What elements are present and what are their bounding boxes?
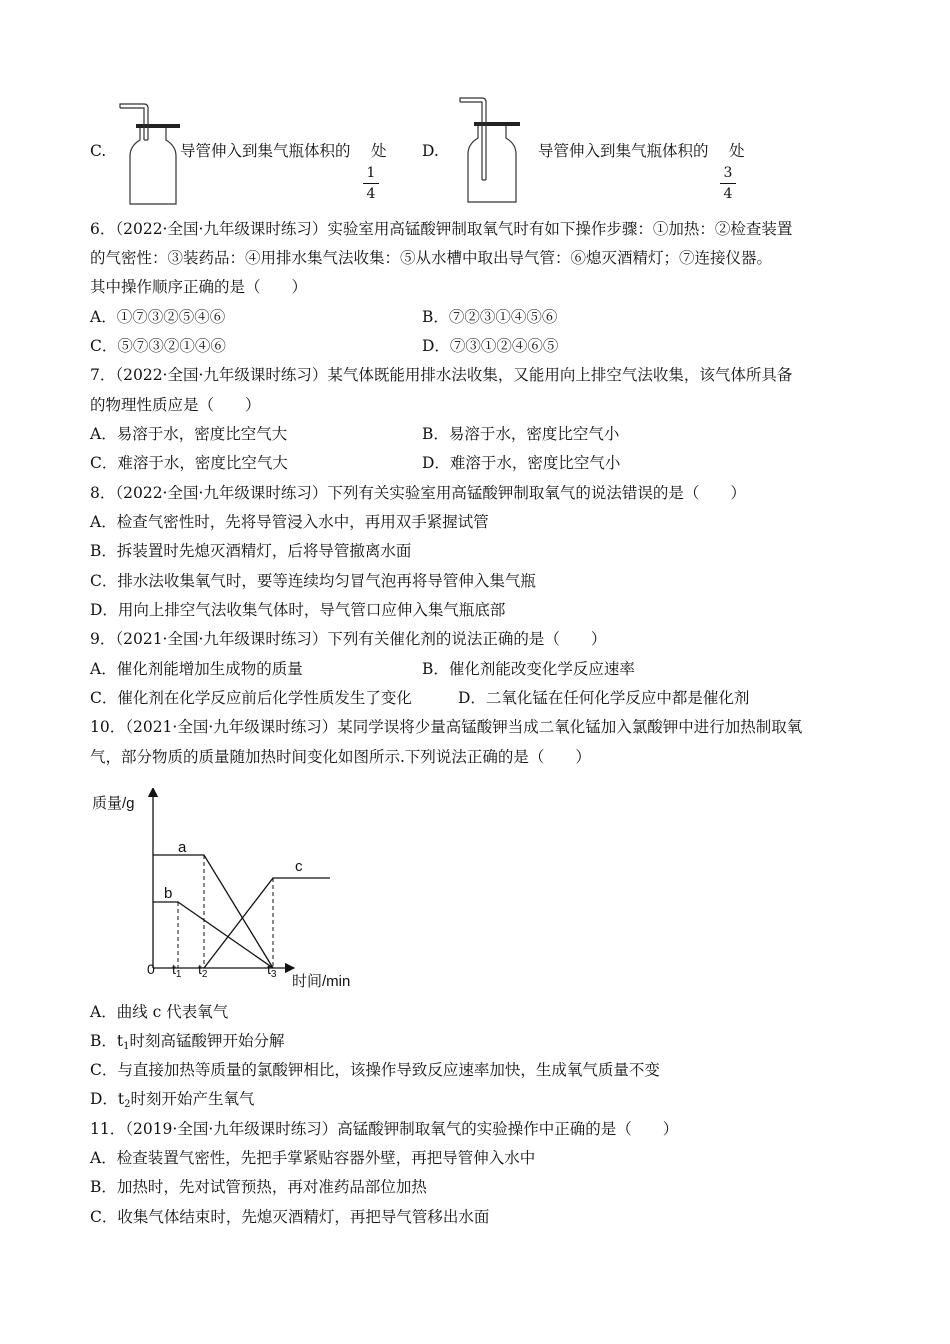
mass-time-chart — [90, 788, 370, 993]
q6-option-a[interactable]: A．①⑦③②⑤④⑥ — [90, 308, 226, 326]
q9-option-c[interactable]: C．催化剂在化学反应前后化学性质发生了变化 — [90, 689, 412, 707]
series-b-line — [153, 902, 273, 968]
series-a-line — [153, 855, 273, 968]
q5-d-label: D. — [422, 142, 439, 160]
q7-option-c[interactable]: C．难溶于水，密度比空气大 — [90, 454, 288, 472]
q8-option-d[interactable]: D．用向上排空气法收集气体时，导气管口应伸入集气瓶底部 — [90, 601, 506, 619]
bottle-c-figure — [118, 100, 184, 208]
x-tick-t3: $t_3$ — [267, 961, 277, 980]
q5-d-text: 导管伸入到集气瓶体积的 处 — [538, 142, 745, 160]
q6-option-c[interactable]: C．⑤⑦③②①④⑥ — [90, 337, 226, 355]
q6-stem-line2: 的气密性：③装药品：④用排水集气法收集：⑤从水槽中取出导气管：⑥熄灭酒精灯；⑦连接仪器。 — [90, 249, 773, 267]
q11-stem: 11．（2019·全国·九年级课时练习）高锰酸钾制取氧气的实验操作中正确的是（ ） — [90, 1120, 679, 1138]
q10-stem-line2: 气，部分物质的质量随加热时间变化如图所示.下列说法正确的是（ ） — [90, 748, 591, 766]
q7-option-d[interactable]: D．难溶于水，密度比空气小 — [422, 454, 621, 472]
origin-label: 0 — [147, 961, 155, 977]
series-c-label: c — [295, 858, 303, 875]
q6-stem-line3: 其中操作顺序正确的是（ ） — [90, 278, 308, 296]
x-tick-t1: $t_1$ — [172, 961, 182, 980]
x-tick-t2: $t_2$ — [198, 961, 208, 980]
series-b-label: b — [164, 885, 173, 902]
q11-option-b[interactable]: B．加热时，先对试管预热，再对准药品部位加热 — [90, 1178, 427, 1196]
bottle-d-figure — [458, 96, 524, 206]
q7-option-b[interactable]: B．易溶于水，密度比空气小 — [422, 425, 620, 443]
q9-option-b[interactable]: B．催化剂能改变化学反应速率 — [422, 660, 635, 678]
q8-option-a[interactable]: A．检查气密性时，先将导管浸入水中，再用双手紧握试管 — [90, 513, 489, 531]
q5-c-text: 导管伸入到集气瓶体积的 处 — [180, 142, 387, 160]
q10-option-c[interactable]: C．与直接加热等质量的氯酸钾相比，该操作导致反应速率加快，生成氧气质量不变 — [90, 1061, 660, 1079]
q5-c-fraction: 1 4 — [360, 165, 382, 202]
q10-stem-line1: 10．（2021·全国·九年级课时练习）某同学误将少量高锰酸钾当成二氧化锰加入氯酸钾中进行加热制取氧 — [90, 718, 803, 736]
series-c-line — [204, 878, 330, 968]
x-axis-label: 时间/min — [292, 973, 351, 990]
q11-option-a[interactable]: A．检查装置气密性，先把手掌紧贴容器外壁，再把导管伸入水中 — [90, 1149, 536, 1167]
q11-option-c[interactable]: C．收集气体结束时，先熄灭酒精灯，再把导气管移出水面 — [90, 1208, 490, 1226]
q5-d-fraction: 3 4 — [717, 165, 739, 202]
q9-option-a[interactable]: A．催化剂能增加生成物的质量 — [90, 660, 303, 678]
q8-option-b[interactable]: B．拆装置时先熄灭酒精灯，后将导管撤离水面 — [90, 542, 412, 560]
q6-stem-line1: 6．（2022·全国·九年级课时练习）实验室用高锰酸钾制取氧气时有如下操作步骤：①加热：②检查装置 — [90, 220, 793, 238]
q10-option-a[interactable]: A．曲线 c 代表氧气 — [90, 1003, 229, 1021]
q5-c-label: C. — [90, 142, 107, 160]
q6-option-b[interactable]: B．⑦②③①④⑤⑥ — [422, 308, 558, 326]
y-axis-label: 质量/g — [92, 795, 135, 812]
q10-option-b[interactable]: B．$t_1$时刻高锰酸钾开始分解 — [90, 1032, 285, 1052]
q8-option-c[interactable]: C．排水法收集氧气时，要等连续均匀冒气泡再将导管伸入集气瓶 — [90, 572, 536, 590]
series-a-label: a — [178, 839, 187, 856]
q9-option-d[interactable]: D．二氧化锰在任何化学反应中都是催化剂 — [458, 689, 750, 707]
q7-stem-line2: 的物理性质应是（ ） — [90, 396, 261, 414]
q9-stem: 9．（2021·全国·九年级课时练习）下列有关催化剂的说法正确的是（ ） — [90, 630, 607, 648]
q7-option-a[interactable]: A．易溶于水，密度比空气大 — [90, 425, 288, 443]
q8-stem: 8．（2022·全国·九年级课时练习）下列有关实验室用高锰酸钾制取氧气的说法错误的是（ ） — [90, 484, 746, 502]
q10-option-d[interactable]: D．$t_2$时刻开始产生氧气 — [90, 1090, 255, 1110]
q7-stem-line1: 7．（2022·全国·九年级课时练习）某气体既能用排水法收集，又能用向上排空气法收集，该气体所具备 — [90, 366, 793, 384]
q6-option-d[interactable]: D．⑦③①②④⑥⑤ — [422, 337, 559, 355]
